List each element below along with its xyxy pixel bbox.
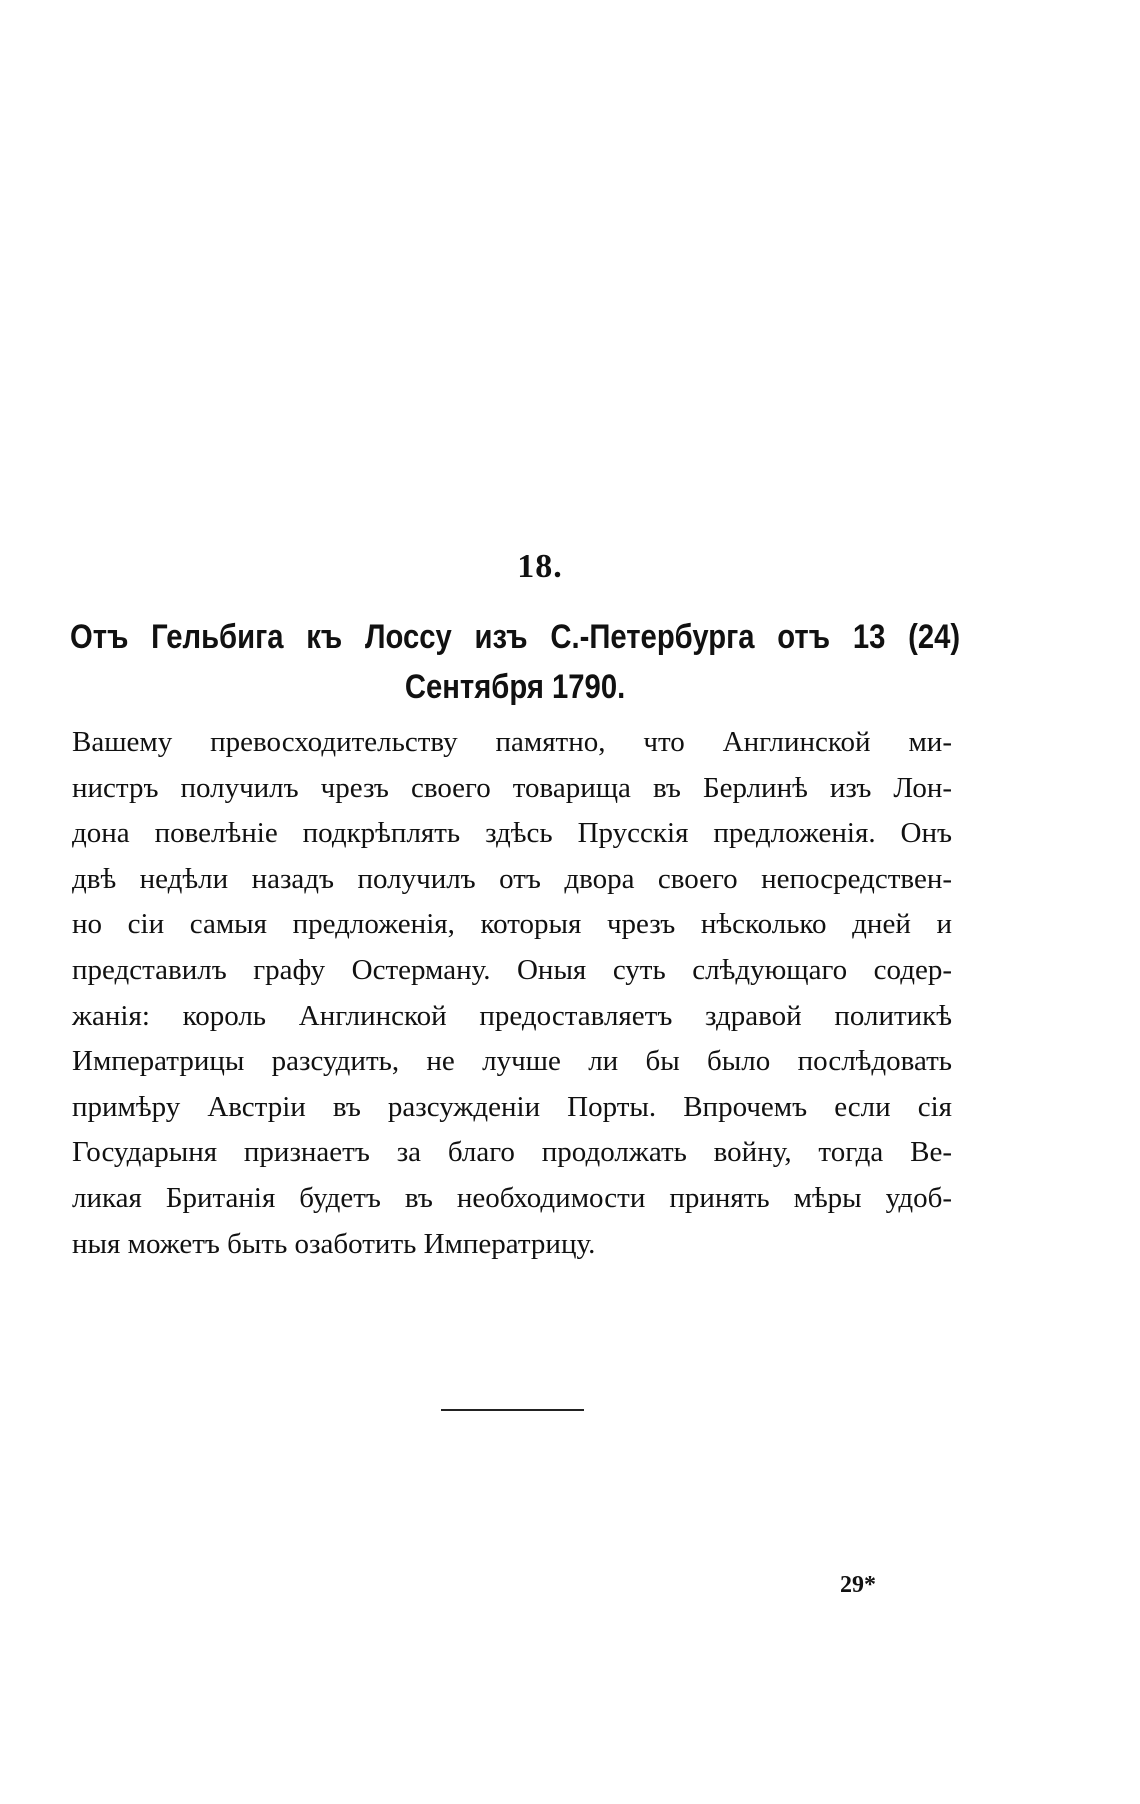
body-line: Императрицы разсудить, не лучше ли бы было послѣдовать	[72, 1045, 952, 1078]
body-line: дона повелѣніе подкрѣплять здѣсь Прусскія предложенія. Онъ	[72, 817, 952, 850]
body-line: Государыня признаетъ за благо продолжать войну, тогда Ве-	[72, 1136, 952, 1169]
page-number: 29*	[840, 1572, 876, 1598]
body-line: но сіи самыя предложенія, которыя чрезъ нѣсколько дней и	[72, 908, 952, 941]
document-number: 18.	[517, 548, 563, 585]
body-line: нистръ получилъ чрезъ своего товарища въ Берлинѣ изъ Лон-	[72, 771, 952, 804]
heading-line-1: Отъ Гельбига къ Лоссу изъ С.-Петербурга отъ 13 (24)	[70, 618, 961, 656]
body-line: ныя можетъ быть озаботить Императрицу.	[72, 1227, 596, 1260]
document-heading	[70, 612, 961, 712]
heading-line-2: Сентября 1790.	[404, 668, 626, 706]
body-line: жанія: король Англинской предоставляетъ здравой политикѣ	[72, 999, 952, 1032]
body-line: двѣ недѣли назадъ получилъ отъ двора своего непосредствен-	[72, 862, 952, 895]
body-line: представилъ графу Остерману. Оныя суть слѣдующаго содер-	[72, 953, 952, 986]
letter-body	[72, 720, 952, 1267]
section-divider	[441, 1409, 584, 1411]
body-line: примѣру Австріи въ разсужденіи Порты. Впрочемъ если сія	[72, 1090, 952, 1123]
body-line: Вашему превосходительству памятно, что Англинской ми-	[72, 726, 952, 758]
body-line: ликая Британія будетъ въ необходимости принять мѣры удоб-	[72, 1181, 952, 1214]
